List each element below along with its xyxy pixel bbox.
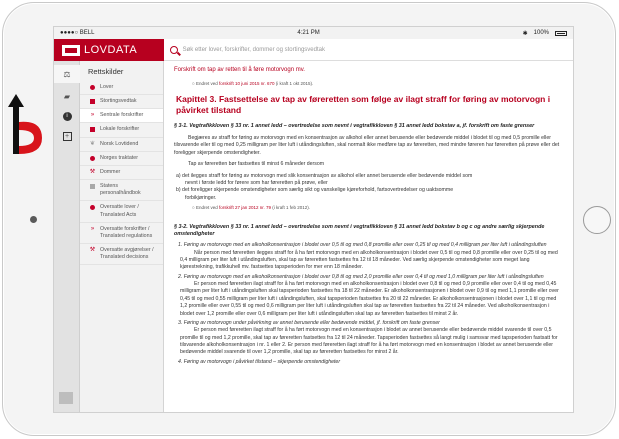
- scale-icon[interactable]: ⚖: [54, 65, 80, 83]
- sidebar-item-lokale-forskrifter[interactable]: Lokale forskrifter: [80, 123, 163, 137]
- leaf-icon: ❦: [89, 140, 96, 147]
- camera-icon: [30, 216, 37, 223]
- top-bar: [54, 39, 573, 61]
- edited-note: ○ Endret ved forskrift 27 jan 2012 nr. 79 (i kraft 1 feb 2012).: [192, 204, 311, 210]
- sidebar-item-translated-acts[interactable]: Oversatte lover / Translated Acts: [80, 201, 163, 222]
- clock: 4:21 PM: [297, 30, 320, 36]
- dot-icon: [89, 84, 96, 90]
- hammer-icon: ⚒: [89, 168, 96, 175]
- settings-tile-icon[interactable]: [59, 392, 73, 404]
- search-placeholder: Søk etter lover, forskrifter, dommer og stortingsvedtak: [182, 46, 325, 53]
- sidebar: [80, 61, 164, 412]
- square-icon: [89, 126, 96, 132]
- edited-note: ○ Endret ved forskrift 10 juni 2015 nr. 670 (i kraft 1 okt 2015).: [192, 81, 314, 86]
- sidebar-item-sentrale-forskrifter[interactable]: » Sentrale forskrifter: [80, 109, 163, 123]
- books-icon[interactable]: ▰: [63, 91, 71, 101]
- add-icon[interactable]: +: [61, 131, 73, 141]
- list-item: a) det ilegges straff for føring av motorvogn med slik konsentrasjon av alkohol eller annet berusende eller bedøvende middel som nevnt i første ledd for førere som har føreretten på prøve, eller: [176, 172, 473, 186]
- icon-rail: [54, 61, 80, 412]
- sidebar-item-norsk-lovtidend[interactable]: ❦ Norsk Lovtidend: [80, 138, 163, 152]
- paragraph: Er person med føreretten ilagt straff for å ha ført motorvogn med en konsentrasjon i blodet av annet berusende eller bedøvende middel svarende til over 0,5 promille til og med 1,2 promille, skal tap av føreretten fastsettes fra 12 til 24 måneder. Tapsperioden fastsettes så langt mulig i samsvar med tapsperioden fastsatt for tilsvarende alkoholkonsentrasjon i nr. 1 eller 2. Er person med føreretten ilagt straff for å ha ført motorvogn med en konsentrasjon i blodet av annet berusende eller bedøvende middel svarende til over 1,2 promille, skal tap av føreretten fastsettes for minst 2 år.: [180, 327, 558, 356]
- status-bar: [54, 27, 573, 39]
- main-area: [54, 61, 573, 412]
- chevron-icon: »: [90, 112, 95, 119]
- square-icon: [89, 183, 96, 189]
- home-button[interactable]: [583, 206, 611, 234]
- sidebar-item-statens-personalhandbok[interactable]: Statens personalhåndbok: [80, 180, 163, 201]
- section-heading: § 3-1. Vegtrafikkloven § 33 nr. 1 annet ledd – overtredelse som nevnt i vegtrafikkloven § 31 annet ledd bokstav a, jf. forskrift om faste grenser: [174, 123, 535, 130]
- sidebar-item-translated-decisions[interactable]: ⚒ Oversatte avgjørelser / Translated decisions: [80, 244, 163, 265]
- numbered-heading: 2. Føring av motorvogn med en alkoholkonsentrasjon i blodet over 0,8 til og med 2,0 promille eller over 0,4 til og med 1,0 milligram per liter luft i utåndingsluften: [178, 273, 544, 280]
- edited-link[interactable]: forskrift 27 jan 2012 nr. 79: [218, 204, 272, 210]
- regulation-title-link[interactable]: Forskrift om tap av retten til å føre motorvogn mv.: [174, 67, 305, 73]
- battery-percent: 100%: [533, 30, 549, 36]
- document-content: [164, 61, 573, 412]
- sidebar-item-norges-traktater[interactable]: Norges traktater: [80, 152, 163, 166]
- arrow-b-logo-icon: [8, 94, 46, 158]
- paragraph: Tap av føreretten bør fastsettes til minst 6 måneder dersom: [188, 161, 325, 168]
- search-icon: [170, 46, 178, 54]
- info-icon[interactable]: i: [61, 111, 73, 121]
- carrier-label: ●●●●○ BELL: [60, 30, 95, 36]
- chevron-icon: »: [90, 225, 95, 232]
- edited-bullet-icon: ○: [192, 204, 196, 210]
- sidebar-item-lover[interactable]: Lover: [80, 81, 163, 95]
- numbered-heading: 1. Føring av motorvogn med en alkoholkonsentrasjon i blodet over 0,5 til og med 0,8 promille eller over 0,25 til og med 0,4 milligram per liter luft i utåndingsluften: [178, 242, 547, 249]
- hammer-icon: ⚒: [89, 246, 96, 253]
- numbered-heading: 4. Føring av motorvogn i påvirket tilstand – skjerpende omstendigheter: [178, 358, 341, 365]
- square-icon: [89, 98, 96, 104]
- paragraph: Begjæres av straff for føring av motorvogn med en konsentrasjon av alkohol eller annet berusende eller bedøvende middel i blodet til og med 0,5 promille eller tilsvarende eller til og med 0,25 milligram per liter luft i utåndingsluften, skal normalt ikke medføre tap av føreretten, med mindre føreren har føreretten på prøve eller det foreligger skjerpende omstendigheter.: [174, 134, 560, 156]
- bluetooth-icon: ✱: [522, 30, 528, 37]
- section-heading: § 3-2. Vegtrafikkloven § 33 nr. 1 annet ledd – overtredelse som nevnt i vegtrafikkloven § 31 annet ledd bokstav b og c og andre særlig skjerpende omstendigheter: [174, 223, 545, 238]
- sidebar-item-dommer[interactable]: ⚒ Dommer: [80, 166, 163, 180]
- sidebar-item-stortingsvedtak[interactable]: Stortingsvedtak: [80, 95, 163, 109]
- dot-icon: [89, 155, 96, 161]
- edited-link[interactable]: forskrift 10 juni 2015 nr. 670: [218, 81, 275, 86]
- paragraph: Er person med føreretten ilagt straff for å ha ført motorvogn med en alkoholkonsentrasjon i blodet over 0,8 til og med 0,9 promille eller over 0,4 til og med 0,45 milligram per liter luft i utåndingsluften skal tapsperioden fastsettes fra 18 til 22 måneder. Er alkoholkonsentrasjonen i blodet over 0,9 til og med 1,1 promille eller over 0,45 til og med 0,55 milligram per liter luft i utåndingsluften, skal tapsperioden fastsettes fra 20 til 22 måneder. Er alkoholkonsentrasjonen i blodet over 1,1 til og med 1,2 promille eller over 0,55 til og med 0,6 milligram per liter luft i utåndingsluften skal tap av føreretten fastsettes fra 22 til 24 måneder. Ved alkoholkonsentrasjon i blodet over 1,2 promille eller over 0,6 milligram per liter luft i utåndingsluften skal tap av føreretten fastsettes til minst 2 år.: [180, 281, 559, 317]
- battery-icon: [555, 31, 567, 36]
- lovdata-logo[interactable]: [54, 44, 164, 56]
- list-item: b) det foreligger skjerpende omstendigheter som særlig sikt og vanskelige kjøreforhold, fartsovertredelser og uaktsomme forbikjøringer.: [176, 187, 454, 201]
- sidebar-item-translated-regulations[interactable]: » Oversatte forskrifter / Translated regulations: [80, 223, 163, 244]
- edited-bullet-icon: ○: [192, 81, 196, 86]
- search-input[interactable]: [164, 39, 573, 61]
- sidebar-title: Rettskilder: [88, 67, 124, 76]
- dot-icon: [89, 204, 96, 210]
- chapter-title: Kapittel 3. Fastsettelse av tap av føreretten som følge av ilagt straff for føring av motorvogn i påvirket tilstand: [176, 94, 551, 115]
- numbered-heading: 3. Føring av motorvogn under påvirkning av annet berusende eller bedøvende middel, jf. forskrift om faste grenser: [178, 319, 440, 326]
- logo-mark-icon: [62, 45, 80, 56]
- paragraph: Når person med føreretten ilegges straff for å ha ført motorvogn med en alkoholkonsentrasjon i blodet over 0,5 til og med 0,8 promille eller over 0,25 til og med 0,4 milligram per liter luft i utåndingsluften, skal tap av føreretten fastsettes fra 12 til 18 måneder. Ved særlig skjerpende omstendigheter som meget lang kjørestrekning, trafikkuhell mv. fastsettes tapsperioden for mer enn 18 måneder.: [180, 249, 558, 271]
- app-screen: [53, 26, 574, 413]
- logo-text: LOVDATA: [84, 44, 138, 56]
